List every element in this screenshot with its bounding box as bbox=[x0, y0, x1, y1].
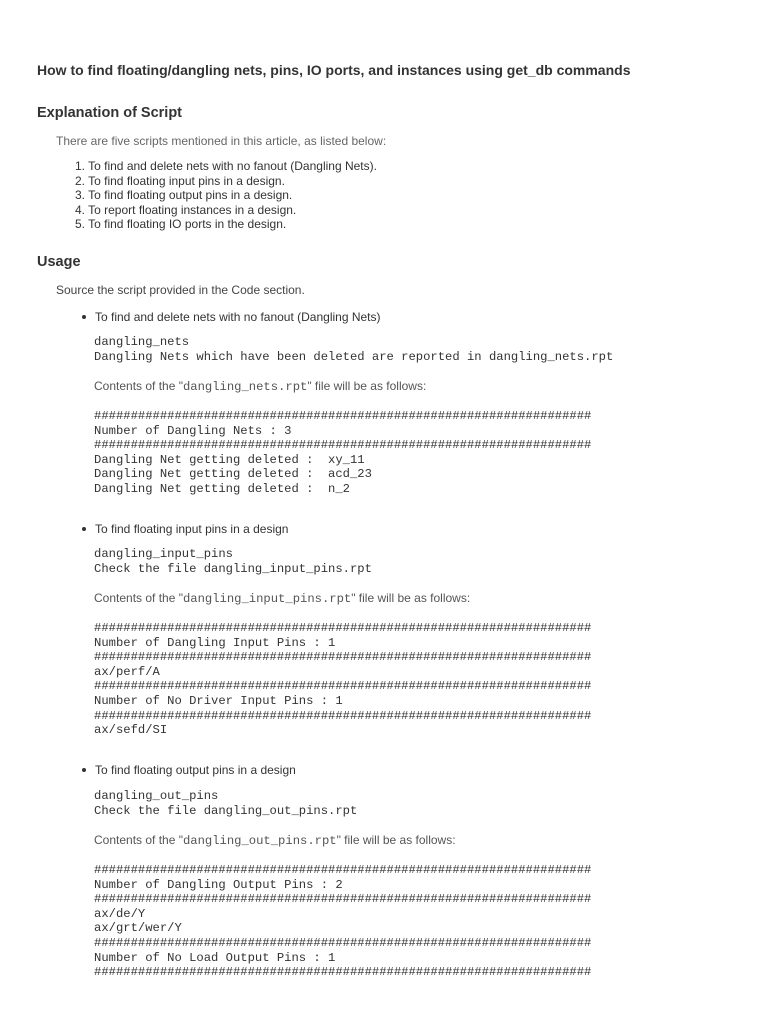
contents-prefix: Contents of the " bbox=[94, 379, 183, 393]
code-line: #################################################################### bbox=[94, 863, 592, 877]
bullet-dot-icon bbox=[82, 768, 86, 772]
script-list bbox=[75, 159, 377, 232]
contents-prefix: Contents of the " bbox=[94, 591, 183, 605]
code-line: Number of Dangling Input Pins : 1 bbox=[94, 635, 336, 650]
code-line: Check the file dangling_input_pins.rpt bbox=[94, 561, 372, 576]
list-item: 3. To find floating output pins in a design. bbox=[75, 188, 293, 203]
code-line: Dangling Net getting deleted : n_2 bbox=[94, 481, 350, 496]
report-output-block bbox=[94, 621, 591, 738]
usage-intro: Source the script provided in the Code section. bbox=[56, 283, 305, 297]
code-line: ax/grt/wer/Y bbox=[94, 921, 182, 936]
bullet-text: To find floating input pins in a design bbox=[95, 522, 289, 536]
command-block bbox=[94, 335, 613, 364]
list-item: 2. To find floating input pins in a design. bbox=[75, 173, 285, 188]
contents-note bbox=[94, 833, 456, 848]
list-item: 4. To report floating instances in a design. bbox=[75, 202, 297, 217]
code-line: dangling_input_pins bbox=[94, 547, 233, 561]
code-line: ax/perf/A bbox=[94, 664, 160, 679]
bullet-dot-icon bbox=[82, 315, 86, 319]
usage-heading: Usage bbox=[37, 254, 81, 270]
code-line: Number of No Driver Input Pins : 1 bbox=[94, 693, 343, 708]
code-line: #################################################################### bbox=[94, 679, 592, 694]
code-line: #################################################################### bbox=[94, 650, 592, 665]
code-line: Dangling Net getting deleted : acd_23 bbox=[94, 467, 372, 482]
bullet-text: To find and delete nets with no fanout (Dangling Nets) bbox=[95, 310, 381, 324]
command-block bbox=[94, 789, 357, 818]
bullet-text: To find floating output pins in a design bbox=[95, 763, 296, 777]
contents-filename: dangling_out_pins.rpt bbox=[182, 834, 337, 848]
code-line: #################################################################### bbox=[94, 708, 592, 723]
code-line: Dangling Nets which have been deleted are reported in dangling_nets.rpt bbox=[94, 349, 614, 364]
list-item: 5. To find floating IO ports in the design. bbox=[75, 217, 287, 232]
contents-suffix: " file will be as follows: bbox=[351, 591, 471, 605]
contents-filename: dangling_nets.rpt bbox=[182, 380, 308, 394]
explanation-heading: Explanation of Script bbox=[37, 105, 183, 121]
contents-note bbox=[94, 379, 426, 394]
contents-suffix: " file will be as follows: bbox=[307, 379, 427, 393]
usage-bullet-dangling-nets bbox=[82, 310, 381, 324]
bullet-dot-icon bbox=[82, 527, 86, 531]
code-line: #################################################################### bbox=[94, 438, 592, 453]
explanation-intro: There are five scripts mentioned in this article, as listed below: bbox=[56, 134, 387, 148]
contents-suffix: " file will be as follows: bbox=[336, 833, 456, 847]
code-line: Check the file dangling_out_pins.rpt bbox=[94, 803, 358, 818]
code-line: dangling_nets bbox=[94, 335, 190, 349]
contents-note bbox=[94, 591, 470, 606]
code-line: #################################################################### bbox=[94, 935, 592, 950]
code-line: Dangling Net getting deleted : xy_11 bbox=[94, 452, 365, 467]
report-output-block bbox=[94, 863, 591, 980]
code-line: dangling_out_pins bbox=[94, 789, 219, 803]
command-block bbox=[94, 547, 372, 576]
usage-bullet-input-pins bbox=[82, 522, 288, 536]
code-line: Number of Dangling Output Pins : 2 bbox=[94, 877, 343, 892]
page-title: How to find floating/dangling nets, pins, IO ports, and instances using get_db commands bbox=[37, 62, 631, 78]
code-line: #################################################################### bbox=[94, 965, 592, 980]
usage-bullet-output-pins bbox=[82, 763, 296, 777]
code-line: #################################################################### bbox=[94, 621, 592, 635]
code-line: #################################################################### bbox=[94, 409, 592, 423]
contents-filename: dangling_input_pins.rpt bbox=[182, 592, 352, 606]
code-line: Number of Dangling Nets : 3 bbox=[94, 423, 292, 438]
contents-prefix: Contents of the " bbox=[94, 833, 183, 847]
code-line: ax/de/Y bbox=[94, 906, 146, 921]
list-item: 1. To find and delete nets with no fanout (Dangling Nets). bbox=[75, 159, 377, 173]
report-output-block bbox=[94, 409, 591, 497]
code-line: #################################################################### bbox=[94, 892, 592, 907]
code-line: Number of No Load Output Pins : 1 bbox=[94, 950, 336, 965]
code-line: ax/sefd/SI bbox=[94, 723, 168, 738]
